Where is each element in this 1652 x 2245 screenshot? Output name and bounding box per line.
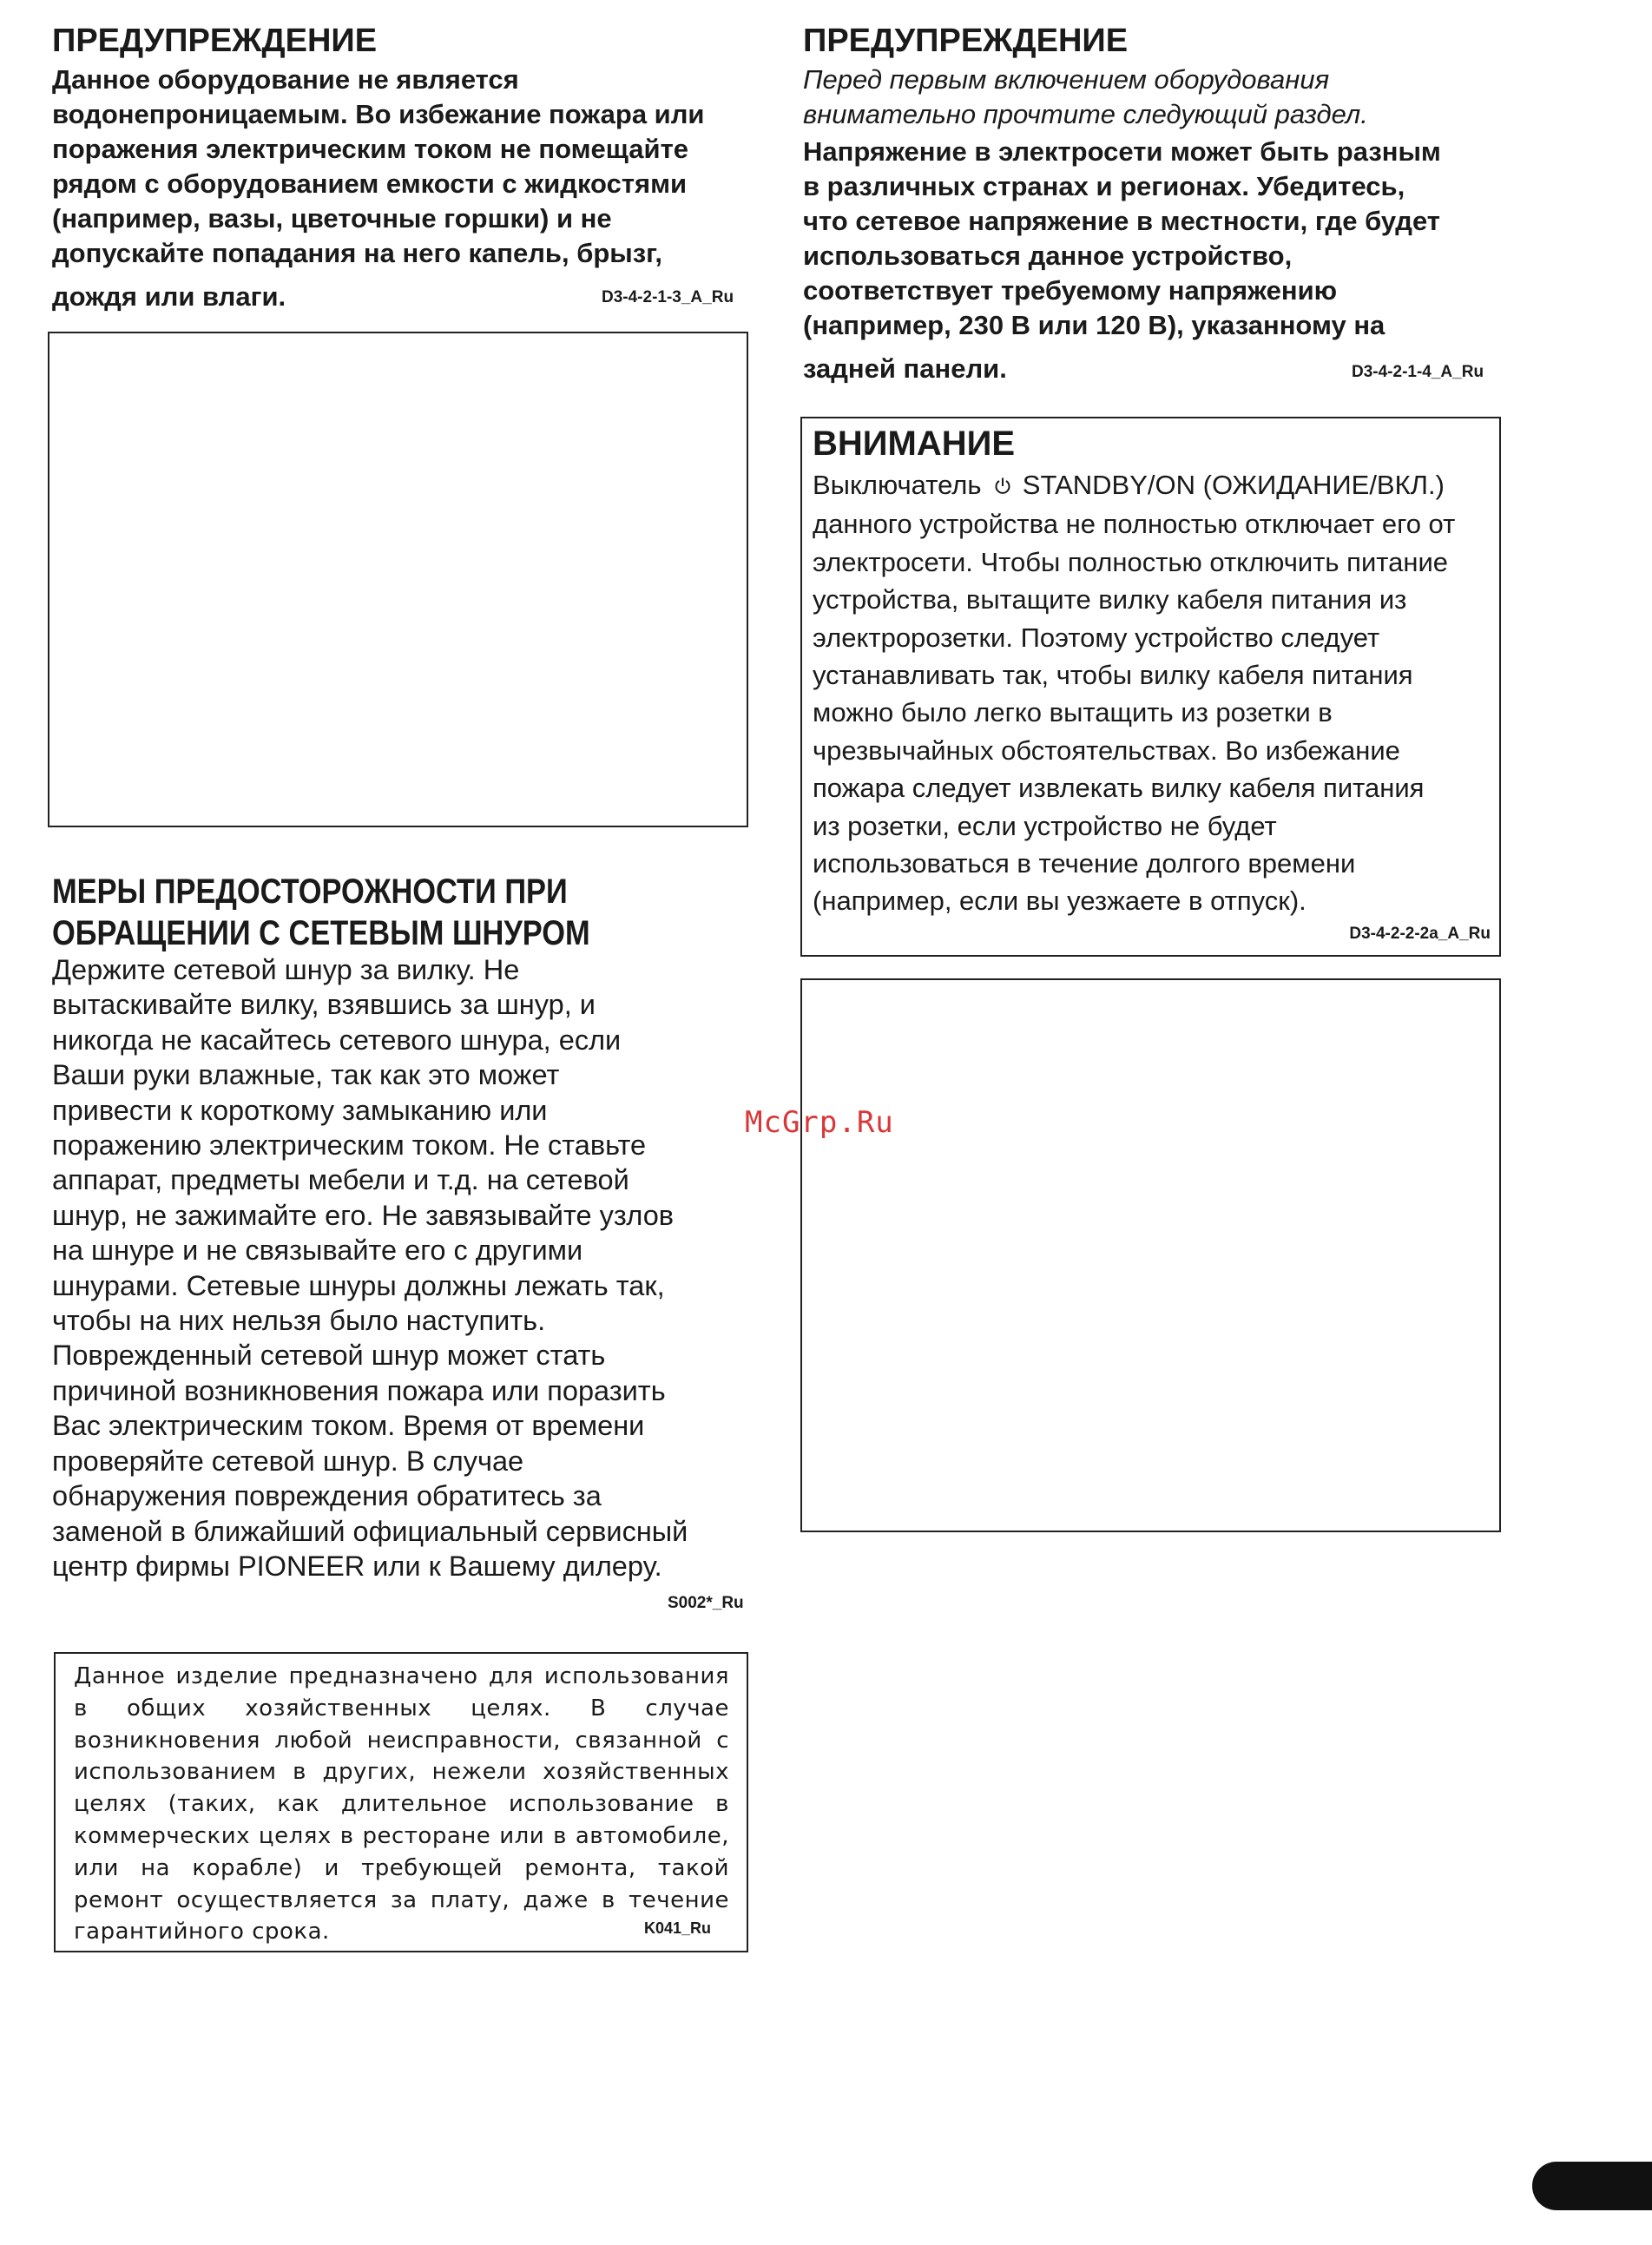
caution-title: ВНИМАНИЕ bbox=[813, 425, 1016, 463]
text-line: можно было легко вытащить из розетки в bbox=[813, 697, 1333, 728]
text-line: электророзетки. Поэтому устройство следует bbox=[813, 622, 1380, 653]
page-tab bbox=[1532, 2162, 1652, 2210]
text-line: из розетки, если устройство не будет bbox=[813, 810, 1277, 841]
text-line: (например, 230 В или 120 В), указанному на bbox=[803, 310, 1385, 340]
cord-text bbox=[52, 952, 773, 1583]
voltage-code: D3-4-2-1-4_A_Ru bbox=[1352, 363, 1484, 381]
text-line: электросети. Чтобы полностью отключить питание bbox=[813, 546, 1449, 577]
text-line: заменой в ближайший официальный сервисный bbox=[52, 1515, 688, 1547]
text-line: допускайте попадания на него капель, брызг, bbox=[52, 238, 662, 268]
text-line: Поврежденный сетевой шнур может стать bbox=[52, 1340, 606, 1372]
left-warning-code: D3-4-2-1-3_A_Ru bbox=[602, 288, 734, 306]
text-line: использоваться данное устройство, bbox=[803, 240, 1293, 271]
text-line: на шнуре и не связывайте его с другими bbox=[52, 1234, 583, 1267]
left-warning-title: ПРЕДУПРЕЖДЕНИЕ bbox=[52, 23, 378, 59]
text-line: устанавливать так, чтобы вилку кабеля питания bbox=[813, 660, 1413, 691]
text-line: Вас электрическим током. Время от времени bbox=[52, 1410, 645, 1442]
text-line: в различных странах и регионах. Убедитесь, bbox=[803, 171, 1405, 201]
text-line: Держите сетевой шнур за вилку. Не bbox=[52, 954, 520, 985]
caution-text bbox=[813, 466, 1498, 920]
text-line: водонепроницаемым. Во избежание пожара или bbox=[52, 99, 705, 129]
power-standby-icon bbox=[994, 468, 1011, 505]
text-line: (например, если вы уезжаете в отпуск). bbox=[813, 885, 1306, 917]
text-line: чрезвычайных обстоятельствах. Во избежание bbox=[813, 734, 1400, 766]
text-line: Данное оборудование не является bbox=[52, 64, 519, 95]
text-line: Напряжение в электросети может быть разным bbox=[803, 136, 1441, 167]
watermark: McGrp.Ru bbox=[745, 1105, 894, 1140]
right-blank-frame bbox=[800, 978, 1501, 1532]
cord-code: S002*_Ru bbox=[668, 1594, 744, 1612]
text-line: шнур, не зажимайте его. Не завязывайте узлов bbox=[52, 1199, 675, 1231]
text-line: устройства, вытащите вилку кабеля питания из bbox=[813, 584, 1407, 616]
cord-title-line: ОБРАЩЕНИИ С СЕТЕВЫМ ШНУРОМ bbox=[52, 914, 590, 952]
text-line: использоваться в течение долгого времени bbox=[813, 848, 1356, 879]
text-line: поражения электрическим током не помещайте bbox=[52, 134, 689, 164]
text-line: соответствует требуемому напряжению bbox=[803, 275, 1338, 306]
text-line: аппарат, предметы мебели и т.д. на сетевой bbox=[52, 1164, 629, 1196]
cord-title bbox=[52, 871, 678, 954]
text-line: данного устройства не полностью отключает его от bbox=[813, 509, 1456, 540]
text-line: (например, вазы, цветочные горшки) и не bbox=[52, 203, 612, 234]
text-line: поражению электрическим током. Не ставьте bbox=[52, 1129, 647, 1162]
caution-first-suffix: STANDBY/ON (ОЖИДАНИЕ/ВКЛ.) bbox=[1022, 470, 1445, 500]
text-line: обнаружения повреждения обратитесь за bbox=[52, 1480, 602, 1512]
note-code: K041_Ru bbox=[644, 1919, 712, 1937]
left-warning-text bbox=[52, 63, 764, 314]
text-line: задней панели. bbox=[803, 353, 1007, 384]
text-line: вытаскивайте вилку, взявшись за шнур, и bbox=[52, 989, 596, 1021]
text-line: шнурами. Сетевые шнуры должны лежать так, bbox=[52, 1269, 665, 1301]
text-line: Ваши руки влажные, так как это может bbox=[52, 1059, 560, 1091]
right-italic-text bbox=[803, 63, 1524, 132]
text-line: рядом с оборудованием емкости с жидкостями bbox=[52, 168, 688, 199]
caution-code: D3-4-2-2-2a_A_Ru bbox=[1349, 925, 1491, 943]
note-box bbox=[54, 1652, 748, 1952]
text-line: что сетевое напряжение в местности, где будет bbox=[803, 206, 1440, 236]
note-text: Данное изделие предназначено для использования в общих хозяйственных целях. В случае возникновения любой неисправности, связанной с использованием в других, нежели хозяйственных целях (таких, как длительное использование в коммерческих целях в ресторане или в автомобиле, или на корабле) и требующей ремонта, такой ремонт осуществляется за плату, даже в течение гарантийного срока. bbox=[74, 1663, 729, 1945]
text-line: чтобы на них нельзя было наступить. bbox=[52, 1305, 546, 1337]
left-blank-frame bbox=[48, 332, 748, 827]
text-line: Перед первым включением оборудования bbox=[803, 64, 1330, 95]
caution-first-prefix: Выключатель bbox=[813, 470, 982, 500]
text-line: центр фирмы PIONEER или к Вашему дилеру. bbox=[52, 1550, 662, 1582]
text-line: дождя или влаги. bbox=[52, 281, 286, 312]
text-line: никогда не касайтесь сетевого шнура, если bbox=[52, 1024, 622, 1056]
text-line: привести к короткому замыканию или bbox=[52, 1094, 548, 1126]
text-line: пожара следует извлекать вилку кабеля питания bbox=[813, 773, 1425, 804]
text-line: внимательно прочтите следующий раздел. bbox=[803, 99, 1368, 129]
caution-box bbox=[800, 417, 1501, 957]
text-line: проверяйте сетевой шнур. В случае bbox=[52, 1445, 524, 1477]
text-line: причиной возникновения пожара или поразить bbox=[52, 1374, 666, 1406]
caution-first-line bbox=[813, 466, 1498, 505]
cord-title-line: МЕРЫ ПРЕДОСТОРОЖНОСТИ ПРИ bbox=[52, 872, 568, 911]
voltage-text bbox=[803, 135, 1524, 386]
right-warning-title: ПРЕДУПРЕЖДЕНИЕ bbox=[803, 23, 1129, 59]
